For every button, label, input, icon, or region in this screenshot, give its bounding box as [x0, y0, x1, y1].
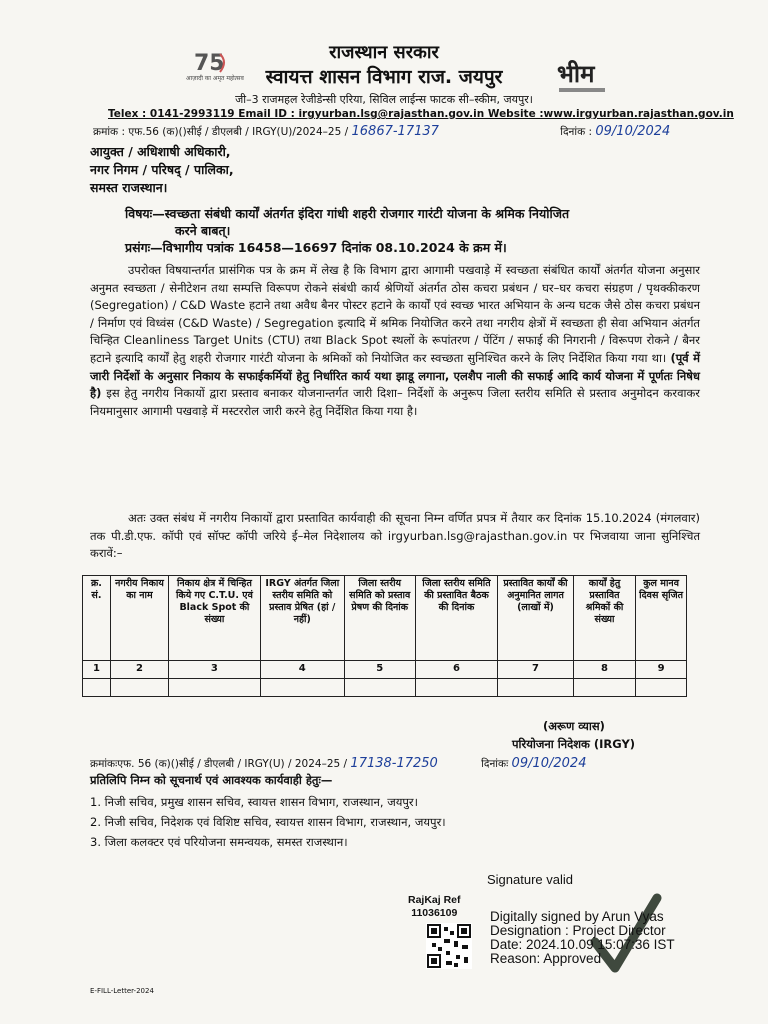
body-text-end: इस हेतु नगरीय निकायों द्वारा प्रस्ताव बनाकर योजनान्तर्गत जारी दिशा– निर्देशों के अनुरूप जिला स्तरीय समिति से प्रस्ताव अनुमोदन करवाकर नियमानुसार आगामी पखवाड़े में मस्टररोल जारी करने हेतु निर्देशित किया गया है।	[90, 386, 700, 418]
date-handwritten: 09/10/2024	[595, 124, 671, 139]
table-header-cell: IRGY अंतर्गत जिला स्तरीय समिति को प्रस्ताव प्रेषित (हां / नहीं)	[260, 576, 344, 661]
table-header-row	[83, 576, 687, 661]
table-cell: 6	[415, 661, 498, 679]
table-header-cell: नगरीय निकाय का नाम	[110, 576, 168, 661]
table-cell: 1	[83, 661, 111, 679]
addressee-line: समस्त राजस्थान।	[90, 180, 168, 195]
digital-date-line: Date: 2024.10.09 15:07:36 IST	[490, 937, 675, 952]
reference-line	[93, 124, 670, 139]
body-paragraph-2: अतः उक्त संबंध में नगरीय निकायों द्वारा प्रस्तावित कार्यवाही की सूचना निम्न वर्णित प्रपत्र में तैयार कर दिनांक 15.10.2024 (मंगलवार) तक पी.डी.एफ. कॉपी एवं सॉफ्ट कॉपी जरिये ई–मेल निदेशालय को irgyurban.lsg@rajasthan.gov.in पर भिजवाया जाना सुनिश्चित करावें:–	[90, 511, 700, 561]
subject-line: विषयः—स्वच्छता संबंधी कार्यों अंतर्गत इंदिरा गांधी शहरी रोजगार गारंटी योजना के श्रमिक नियोजित	[125, 206, 570, 221]
table-cell: 4	[260, 661, 344, 679]
addressee-line: नगर निगम / परिषद् / पालिका,	[90, 162, 234, 177]
addressee-line: आयुक्त / अधिशाषी अधिकारी,	[90, 144, 231, 159]
digital-signature-block	[490, 910, 675, 966]
table-cell	[415, 679, 498, 697]
copy-reference-line	[90, 756, 586, 771]
table-cell	[344, 679, 415, 697]
signatory-designation: परियोजना निदेशक (IRGY)	[512, 737, 636, 751]
government-name: राजस्थान सरकार	[329, 42, 439, 63]
copy-date-handwritten: 09/10/2024	[511, 756, 587, 771]
subject-block	[125, 205, 685, 256]
digital-designation-line: Designation : Project Director	[490, 923, 666, 938]
addressee-block	[90, 143, 234, 197]
table-header-cell: जिला स्तरीय समिति को प्रस्ताव प्रेषण की दिनांक	[344, 576, 415, 661]
copy-heading: प्रतिलिपि निम्न को सूचनार्थ एवं आवश्यक कार्यवाही हेतुः—	[90, 773, 333, 787]
reference-number-handwritten: 16867-17137	[351, 124, 439, 139]
subject-line: करने बाबत्।	[175, 223, 231, 238]
copy-date-label: दिनांकः	[481, 758, 509, 770]
table-cell	[260, 679, 344, 697]
table-number-row	[83, 661, 687, 679]
copy-list-item: 3. जिला कलक्टर एवं परियोजना समन्वयक, समस्त राजस्थान।	[90, 835, 348, 849]
table-cell: 7	[498, 661, 574, 679]
table-cell	[169, 679, 261, 697]
copy-list-item: 2. निजी सचिव, निदेशक एवं विशिष्ट सचिव, स्वायत्त शासन विभाग, राजस्थान, जयपुर।	[90, 815, 446, 829]
reference-number-label: क्रमांक : एफ.56 (क)()सीई / डीएलबी / IRGY(U)/2024–25 /	[93, 126, 349, 138]
table-header-cell: कुल मानव दिवस सृजित	[636, 576, 687, 661]
contact-line: Telex : 0141-2993119 Email ID : irgyurban.lsg@rajasthan.gov.in Website :www.irgyurban.rajasthan.gov.in	[108, 108, 734, 120]
body-bold-note: (पूर्व में जारी निर्देशों के अनुसार निकाय के सफाईकर्मियों हेतु निर्धारित कार्य यथा झाडू लगाना, एलशैप नाली की सफाई आदि कार्य योजना में पूर्णतः निषेध है)	[90, 350, 701, 401]
qr-code-icon	[426, 923, 472, 969]
body-text: उपरोक्त विषयान्तर्गत प्रासंगिक पत्र के क्रम में लेख है कि विभाग द्वारा आगामी पखवाड़े में स्वच्छता संबंधित कार्यों अंतर्गत योजना अनुसार अनुमत स्वच्छता / सेनीटेशन तथा सम्पत्ति विरूपण रोकने संबंधी कार्य श्रेणियों अंतर्गत ठोस कचरा प्रबंधन / घर–घर कचरा संग्रहण / पृथक्कीकरण (Segregation) / C&D Waste हटाने तथा अवैध बैनर पोस्टर हटाने के कार्यों एवं स्वच्छ भारत अभियान के अन्य घटक जैसे ठोस कचरा प्रबंधन / निर्माण एवं विध्वंस (C&D Waste) / Segregation इत्यादि में श्रमिक नियोजित करने तथा नगरीय क्षेत्रों में स्वच्छता ही सेवा अभियान अंतर्गत चिन्हित Cleanliness Target Units (CTU) तथा Black Spot स्थलों के रूपांतरण / पेंटिंग / सफाई की निगरानी / विरूपण रोकने / बैनर हटाने इत्यादि कार्यों हेतु शहरी रोजगार गारंटी योजना के श्रमिकों को नियोजित कर स्वच्छता सुनिश्चित करने के लिए निर्देशित किया गया था।	[90, 263, 700, 365]
copy-list-item: 1. निजी सचिव, प्रमुख शासन सचिव, स्वायत्त शासन विभाग, राजस्थान, जयपुर।	[90, 795, 418, 809]
signatory-name: (अरूण व्यास)	[543, 719, 605, 733]
table-cell: 9	[636, 661, 687, 679]
svg-text:75: 75	[194, 51, 225, 76]
table-header-cell: कार्यों हेतु प्रस्तावित श्रमिकों की संख्या	[573, 576, 635, 661]
table-cell: 8	[573, 661, 635, 679]
table-cell	[83, 679, 111, 697]
table-cell	[636, 679, 687, 697]
rajkaj-ref-number: 11036109	[411, 907, 458, 919]
logo-left-caption: आज़ादी का अमृत महोत्सव	[186, 75, 244, 82]
proforma-table	[82, 575, 687, 697]
rajkaj-reference	[408, 894, 461, 920]
department-name: स्वायत्त शासन विभाग राज. जयपुर	[265, 66, 503, 88]
rajkaj-ref-label: RajKaj Ref	[408, 894, 461, 906]
table-cell: 2	[110, 661, 168, 679]
copy-reference-label: क्रमांकःएफ. 56 (क)()सीई / डीएलबी / IRGY(U) / 2024–25 /	[90, 758, 348, 770]
table-header-cell: प्रस्तावित कार्यों की अनुमानित लागत (लाखों में)	[498, 576, 574, 661]
reference-context-line: प्रसंगः—विभागीय पत्रांक 16458—16697 दिनांक 08.10.2024 के क्रम में।	[125, 240, 507, 255]
table-header-cell: क्र. सं.	[83, 576, 111, 661]
copy-reference-handwritten: 17138-17250	[350, 756, 438, 771]
table-cell: 5	[344, 661, 415, 679]
body-paragraph-1	[90, 262, 700, 420]
signature-valid-label: Signature valid	[487, 872, 573, 887]
table-empty-row	[83, 679, 687, 697]
department-address: जी–3 राजमहल रेजीडेन्सी एरिया, सिविल लाईन्स फाटक सी–स्कीम, जयपुर।	[235, 93, 533, 106]
table-header-cell: निकाय क्षेत्र में चिन्हित किये गए C.T.U. एवं Black Spot की संख्या	[169, 576, 261, 661]
footer-code: E-FILL-Letter-2024	[90, 987, 154, 995]
date-label: दिनांक :	[560, 126, 593, 138]
logo-right-text: भीम	[557, 60, 595, 88]
table-cell: 3	[169, 661, 261, 679]
table-cell	[110, 679, 168, 697]
digital-signer-line: Digitally signed by Arun Vyas	[490, 909, 664, 924]
table-cell	[573, 679, 635, 697]
table-cell	[498, 679, 574, 697]
copy-list	[90, 792, 446, 852]
table-header-cell: जिला स्तरीय समिति की प्रस्तावित बैठक की दिनांक	[415, 576, 498, 661]
digital-reason-line: Reason: Approved	[490, 951, 602, 966]
